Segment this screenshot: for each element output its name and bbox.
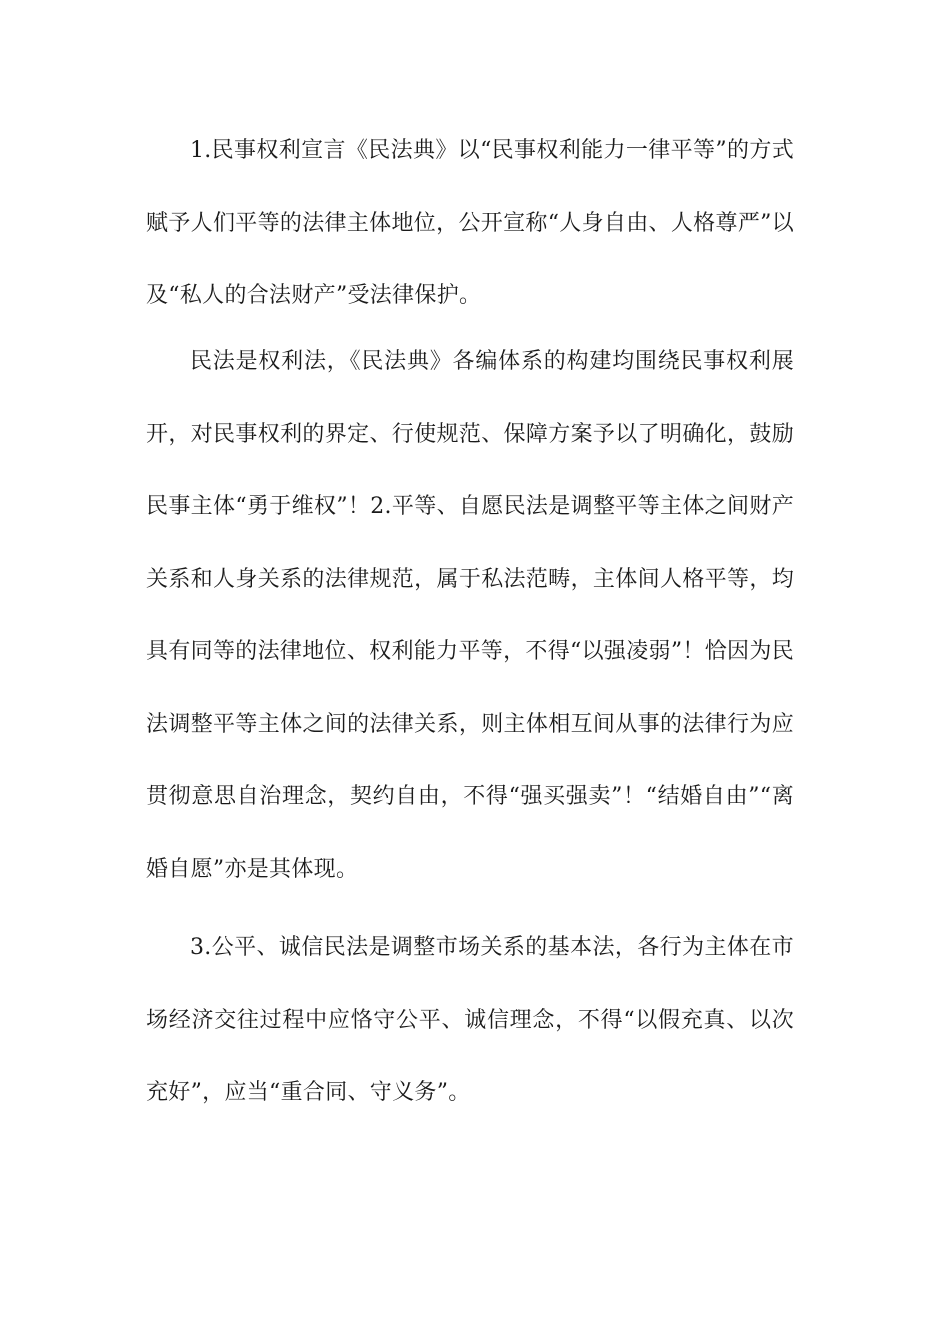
paragraph-fairness-good-faith: 3.公平、诚信民法是调整市场关系的基本法，各行为主体在市场经济交往过程中应恪守公平、诚信理念，不得“以假充真、以次充好”，应当“重合同、守义务”。	[146, 935, 794, 1105]
paragraph-equality-voluntariness: 民法是权利法，《民法典》各编体系的构建均围绕民事权利展开，对民事权利的界定、行使规范、保障方案予以了明确化，鼓励民事主体“勇于维权”！2.平等、自愿民法是调整平等主体之间财产关系和人身关系的法律规范，属于私法范畴，主体间人格平等，均具有同等的法律地位、权利能力平等，不得“以强凌弱”！恰因为民法调整平等主体之间的法律关系，则主体相互间从事的法律行为应贯彻意思自治理念，契约自由，不得“强买强卖”！“结婚自由”“离婚自愿”亦是其体现。	[146, 349, 794, 882]
paragraph-civil-rights-declaration: 1.民事权利宣言《民法典》以“民事权利能力一律平等”的方式赋予人们平等的法律主体地位，公开宣称“人身自由、人格尊严”以及“私人的合法财产”受法律保护。	[146, 138, 794, 308]
